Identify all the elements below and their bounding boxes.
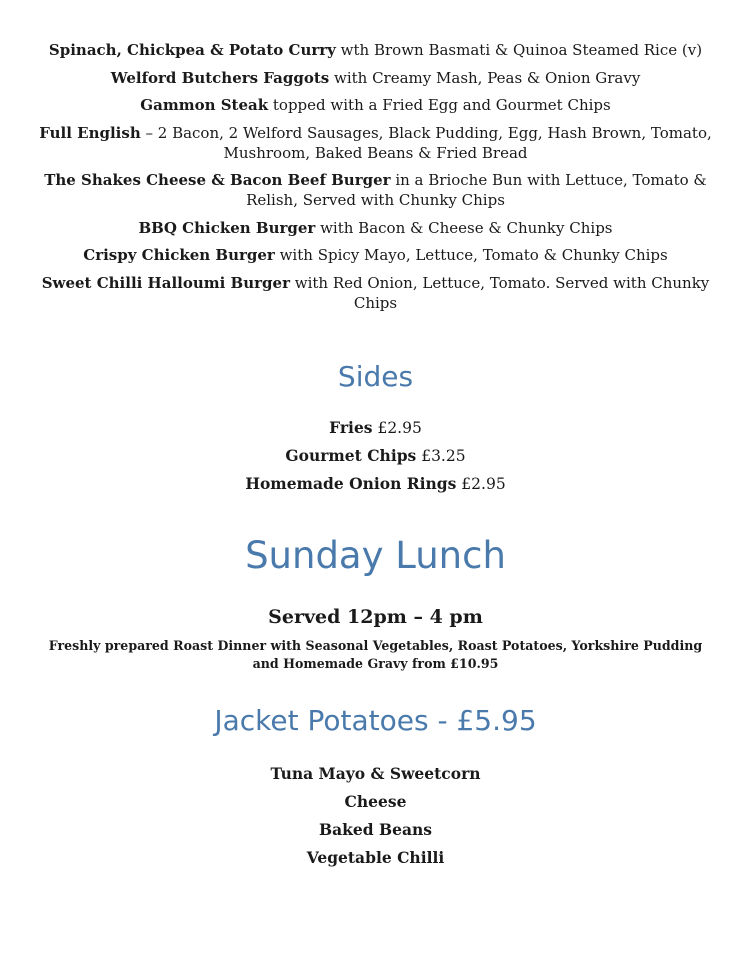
menu-item-name: BBQ Chicken Burger bbox=[138, 218, 316, 237]
mains-list bbox=[30, 40, 721, 320]
side-item-price: £2.95 bbox=[456, 475, 506, 493]
side-item-name: Homemade Onion Rings bbox=[245, 474, 457, 493]
roast-dinner-description: Freshly prepared Roast Dinner with Seasonal Vegetables, Roast Potatoes, Yorkshire Pudding and Homemade Gravy from £10.95 bbox=[48, 638, 703, 671]
menu-item-name: Welford Butchers Faggots bbox=[110, 68, 330, 87]
menu-item bbox=[30, 68, 721, 88]
side-item-price: £3.25 bbox=[416, 447, 466, 465]
menu-item bbox=[30, 95, 721, 115]
menu-item-description: with Creamy Mash, Peas & Onion Gravy bbox=[329, 68, 641, 87]
menu-item bbox=[30, 218, 721, 238]
menu-item-name: Crispy Chicken Burger bbox=[83, 246, 275, 264]
jacket-potatoes-list bbox=[0, 764, 751, 876]
menu-item-description: wth Brown Basmati & Quinoa Steamed Rice (v) bbox=[335, 41, 703, 59]
menu-item-name: Spinach, Chickpea & Potato Curry bbox=[48, 41, 336, 59]
side-item-name: Gourmet Chips bbox=[285, 446, 417, 465]
menu-item-description: topped with a Fried Egg and Gourmet Chips bbox=[268, 96, 611, 114]
jacket-potato-item: Baked Beans bbox=[319, 820, 432, 839]
menu-item bbox=[30, 40, 721, 60]
sunday-lunch-heading: Sunday Lunch bbox=[245, 534, 506, 577]
menu-item bbox=[30, 170, 721, 210]
side-item bbox=[0, 446, 751, 466]
menu-item bbox=[30, 123, 721, 163]
menu-item-description: with Red Onion, Lettuce, Tomato. Served with Chunky Chips bbox=[289, 273, 710, 312]
side-item-name: Fries bbox=[329, 418, 373, 437]
menu-item-description: – 2 Bacon, 2 Welford Sausages, Black Pudding, Egg, Hash Brown, Tomato, Mushroom, Baked Beans & Fried Bread bbox=[140, 123, 712, 162]
sides-list bbox=[0, 418, 751, 502]
jacket-potato-item: Cheese bbox=[344, 792, 407, 811]
menu-item-description: in a Brioche Bun with Lettuce, Tomato & Relish, Served with Chunky Chips bbox=[246, 171, 707, 209]
menu-item-name: Gammon Steak bbox=[140, 96, 269, 114]
side-item-price: £2.95 bbox=[372, 419, 422, 437]
menu-item-name: Sweet Chilli Halloumi Burger bbox=[41, 273, 290, 292]
menu-item bbox=[30, 245, 721, 265]
jacket-potatoes-heading: Jacket Potatoes - £5.95 bbox=[214, 704, 537, 737]
menu-item-description: with Spicy Mayo, Lettuce, Tomato & Chunky Chips bbox=[274, 246, 668, 264]
side-item bbox=[0, 418, 751, 438]
side-item bbox=[0, 474, 751, 494]
served-times: Served 12pm – 4 pm bbox=[268, 606, 483, 628]
menu-item-description: with Bacon & Cheese & Chunky Chips bbox=[315, 218, 613, 237]
menu-item bbox=[30, 273, 721, 313]
menu-item-name: The Shakes Cheese & Bacon Beef Burger bbox=[44, 171, 391, 189]
jacket-potato-item: Vegetable Chilli bbox=[306, 848, 445, 867]
sides-heading: Sides bbox=[337, 360, 414, 393]
menu-item-name: Full English bbox=[39, 123, 141, 142]
jacket-potato-item: Tuna Mayo & Sweetcorn bbox=[270, 764, 481, 783]
